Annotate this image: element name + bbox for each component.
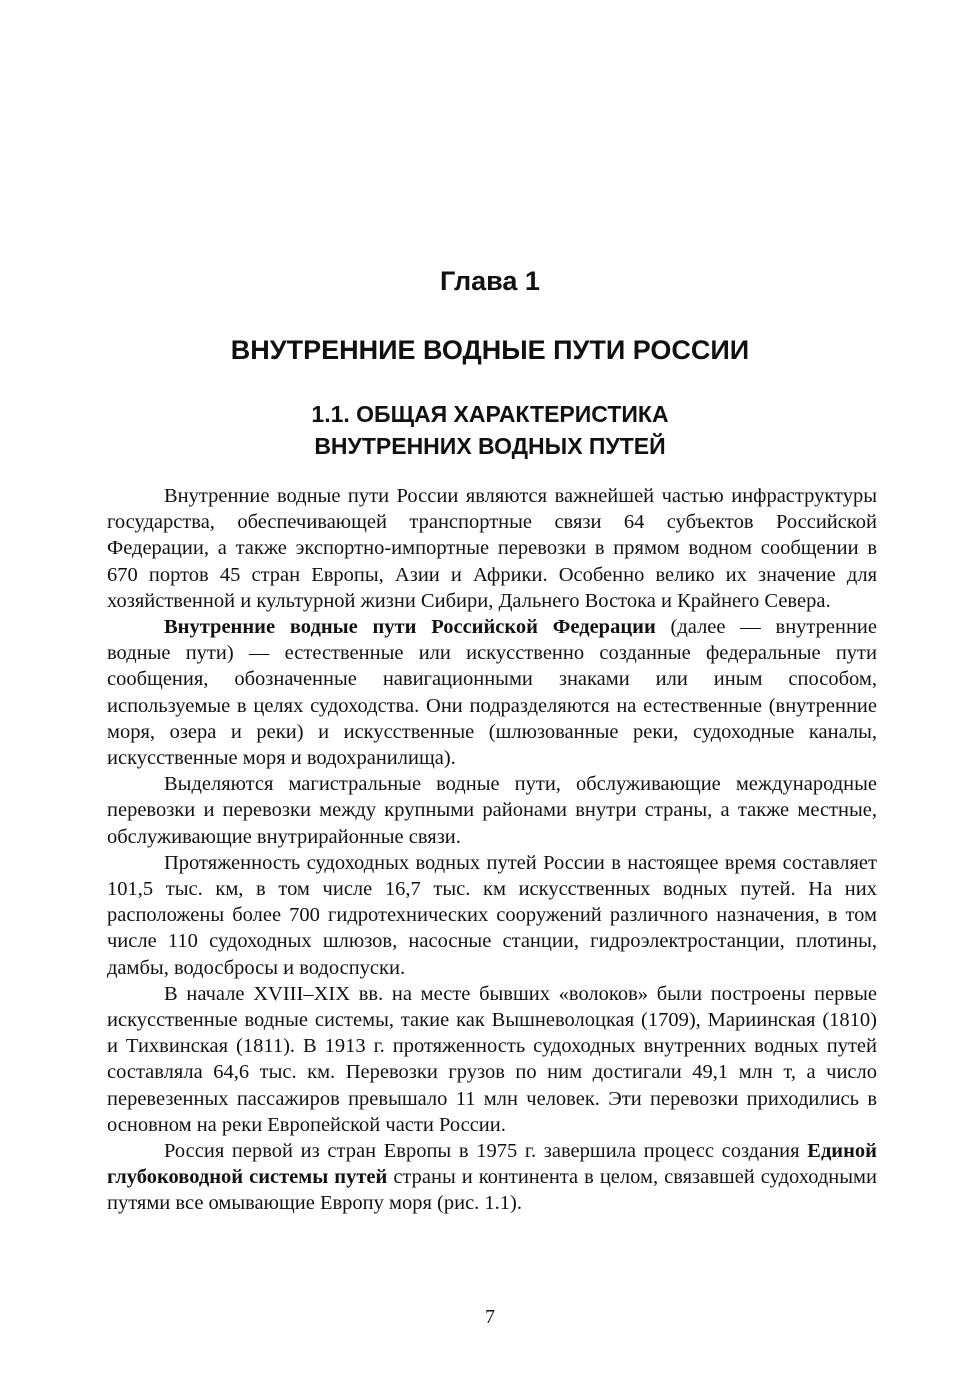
paragraph-1: Внутренние водные пути России являются важнейшей частью инфраструктуры государства, обеспечивающей транспортные связи 64 субъектов Российской Федерации, а также экспортно-импортные перевозки в прямом водном сообщении в 670 портов 45 стран Европы, Азии и Африки. Особенно велико их значение для хозяйственной и культурной жизни Сибири, Дальнего Востока и Крайнего Севера. [107,485,877,612]
paragraph-2-text: (далее — внутренние водные пути) — естественные или искусственно созданные федеральные пути сообщения, обозначенные навигационными знаками или иным способом, используемые в целях судоходства. Они подразделяются на естественные (внутренние моря, озера и реки) и искусственные (шлюзованные реки, судоходные каналы, искусственные моря и водохранилища). [107,616,878,770]
paragraph-6 [107,1138,877,1217]
chapter-title: ВНУТРЕННИЕ ВОДНЫЕ ПУТИ РОССИИ [230,335,750,365]
paragraph-2 [107,614,877,771]
section-title-line-1: 1.1. ОБЩАЯ ХАРАКТЕРИСТИКА [311,401,669,427]
paragraph-2-term: Внутренние водные пути Российской Федерации [164,616,656,639]
paragraph-3: Выделяются магистральные водные пути, обслуживающие международные перевозки и перевозки между крупными районами внутри страны, а также местные, обслуживающие внутрирайонные связи. [107,773,877,848]
paragraph-6-start: Россия первой из стран Европы в 1975 г. завершила процесс создания [164,1140,808,1163]
paragraph-6-text: страны и континента в целом, связавшей судоходными путями все омывающие Европу моря (рис. 1.1). [107,1166,877,1215]
paragraph-6-term: Единой глубоководной системы путей [107,1140,877,1189]
section-title-line-2: ВНУТРЕННИХ ВОДНЫХ ПУТЕЙ [314,433,666,459]
chapter-label: Глава 1 [440,266,540,296]
page-number: 7 [485,1306,495,1328]
section-title [0,398,980,462]
body-text [107,483,877,1217]
paragraph-4: Протяженность судоходных водных путей России в настоящее время составляет 101,5 тыс. км, в том числе 16,7 тыс. км искусственных водных путей. На них расположены более 700 гидротехнических сооружений различного назначения, в том числе 110 судоходных шлюзов, насосные станции, гидроэлектростанции, плотины, дамбы, водосбросы и водоспуски. [107,851,877,979]
paragraph-5: В начале XVIII–XIX вв. на месте бывших «волоков» были построены первые искусственные водные системы, такие как Вышневолоцкая (1709), Мариинская (1810) и Тихвинская (1811). В 1913 г. протяженность судоходных внутренних водных путей составляла 64,6 тыс. км. Перевозки грузов по ним достигали 49,1 млн т, а число перевезенных пассажиров превышало 11 млн человек. Эти перевозки приходились в основном на реки Европейской части России. [107,982,877,1136]
